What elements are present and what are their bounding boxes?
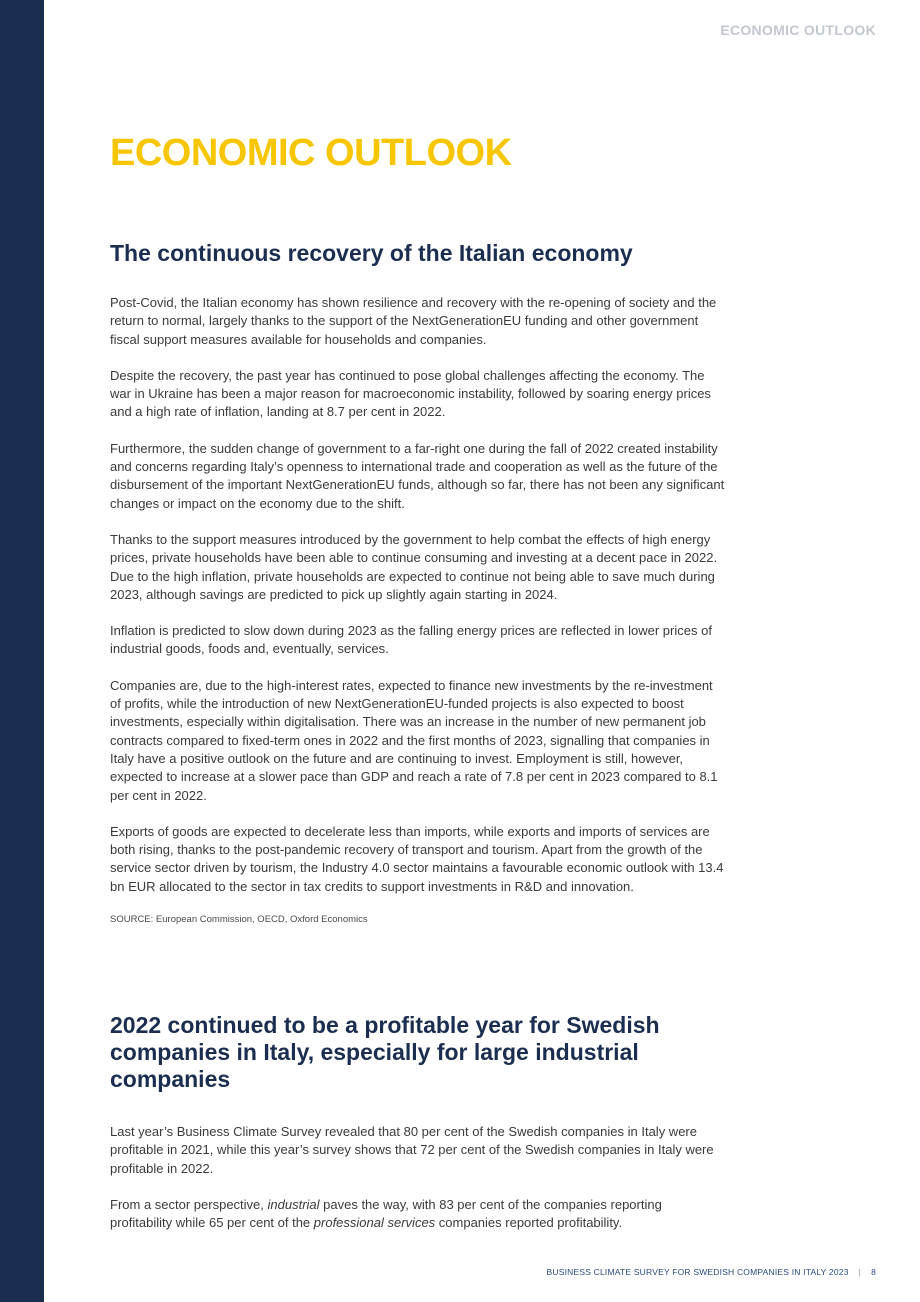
text-run: companies reported profitability.: [435, 1215, 623, 1231]
paragraph: Last year’s Business Climate Survey revealed that 80 per cent of the Swedish companies in Italy were profitable in 2021, while this year’s survey shows that 72 per cent of the Swedish companies in Italy were profitable in 2022.: [110, 1124, 714, 1176]
emphasis-industrial: industrial: [267, 1196, 320, 1212]
page-title: ECONOMIC OUTLOOK: [110, 132, 512, 174]
paragraph: Despite the recovery, the past year has continued to pose global challenges affecting the economy. The war in Ukraine has been a major reason for macroeconomic instability, followed by soaring energy prices and a high rate of inflation, landing at 8.7 per cent in 2022.: [110, 367, 711, 420]
page-number: 8: [871, 1267, 876, 1277]
page-footer: [547, 1267, 877, 1277]
paragraph: Companies are, due to the high-interest rates, expected to finance new investments by the re-investment of profits, while the introduction of new NextGenerationEU-funded projects is also expected to boost investments, especially within digitalisation. There was an increase in the number of new permanent job contracts compared to fixed-term ones in 2022 and the first months of 2023, signalling that companies in Italy have a positive outlook on the future and are continuing to invest. Employment is still, however, expected to increase at a slower pace than GDP and reach a rate of 7.8 per cent in 2023 compared to 8.1 per cent in 2022.: [110, 677, 718, 803]
paragraph: Inflation is predicted to slow down during 2023 as the falling energy prices are reflected in lower prices of industrial goods, foods and, eventually, services.: [110, 623, 712, 657]
running-header: ECONOMIC OUTLOOK: [720, 22, 876, 38]
section-heading: The continuous recovery of the Italian economy: [110, 240, 633, 266]
paragraph: Post-Covid, the Italian economy has shown resilience and recovery with the re-opening of society and the return to normal, largely thanks to the support of the NextGenerationEU funding and other government fiscal support measures available for households and companies.: [110, 295, 717, 347]
section-profitability: [110, 1012, 725, 1232]
paragraph: Furthermore, the sudden change of government to a far-right one during the fall of 2022 created instability and concerns regarding Italy’s openness to international trade and cooperation as well as the future of the disbursement of the important NextGenerationEU funds, although so far, there has not been any significant changes or impact on the economy due to the shift.: [110, 440, 725, 511]
paragraph: Exports of goods are expected to decelerate less than imports, while exports and imports of services are both rising, thanks to the post-pandemic recovery of transport and tourism. Apart from the growth of the service sector driven by tourism, the Industry 4.0 sector maintains a favourable economic outlook with 13.4 bn EUR allocated to the sector in tax credits to support investments in R&D and innovation.: [110, 823, 724, 894]
left-color-bar: [0, 0, 44, 1302]
source-note: SOURCE: European Commission, OECD, Oxford Economics: [110, 914, 368, 926]
text-run: paves the way, with 83 per cent of the companies reporting profitability while 65 per cent of the: [110, 1196, 662, 1231]
paragraph-sector: [110, 1196, 725, 1233]
paragraph: Thanks to the support measures introduced by the government to help combat the effects of high energy prices, private households have been able to continue consuming and investing at a decent pace in 2022. Due to the high inflation, private households are expected to continue not being able to save much during 2023, although savings are predicted to pick up slightly again starting in 2024.: [110, 531, 718, 602]
footer-separator: |: [858, 1267, 862, 1277]
text-run: From a sector perspective,: [110, 1196, 268, 1212]
emphasis-professional-services: professional services: [313, 1215, 436, 1231]
footer-publication: BUSINESS CLIMATE SURVEY FOR SWEDISH COMPANIES IN ITALY 2023: [546, 1267, 849, 1277]
section-heading: 2022 continued to be a profitable year for Swedish companies in Italy, especially for large industrial companies: [110, 1012, 660, 1092]
section-italian-economy: [110, 240, 725, 926]
